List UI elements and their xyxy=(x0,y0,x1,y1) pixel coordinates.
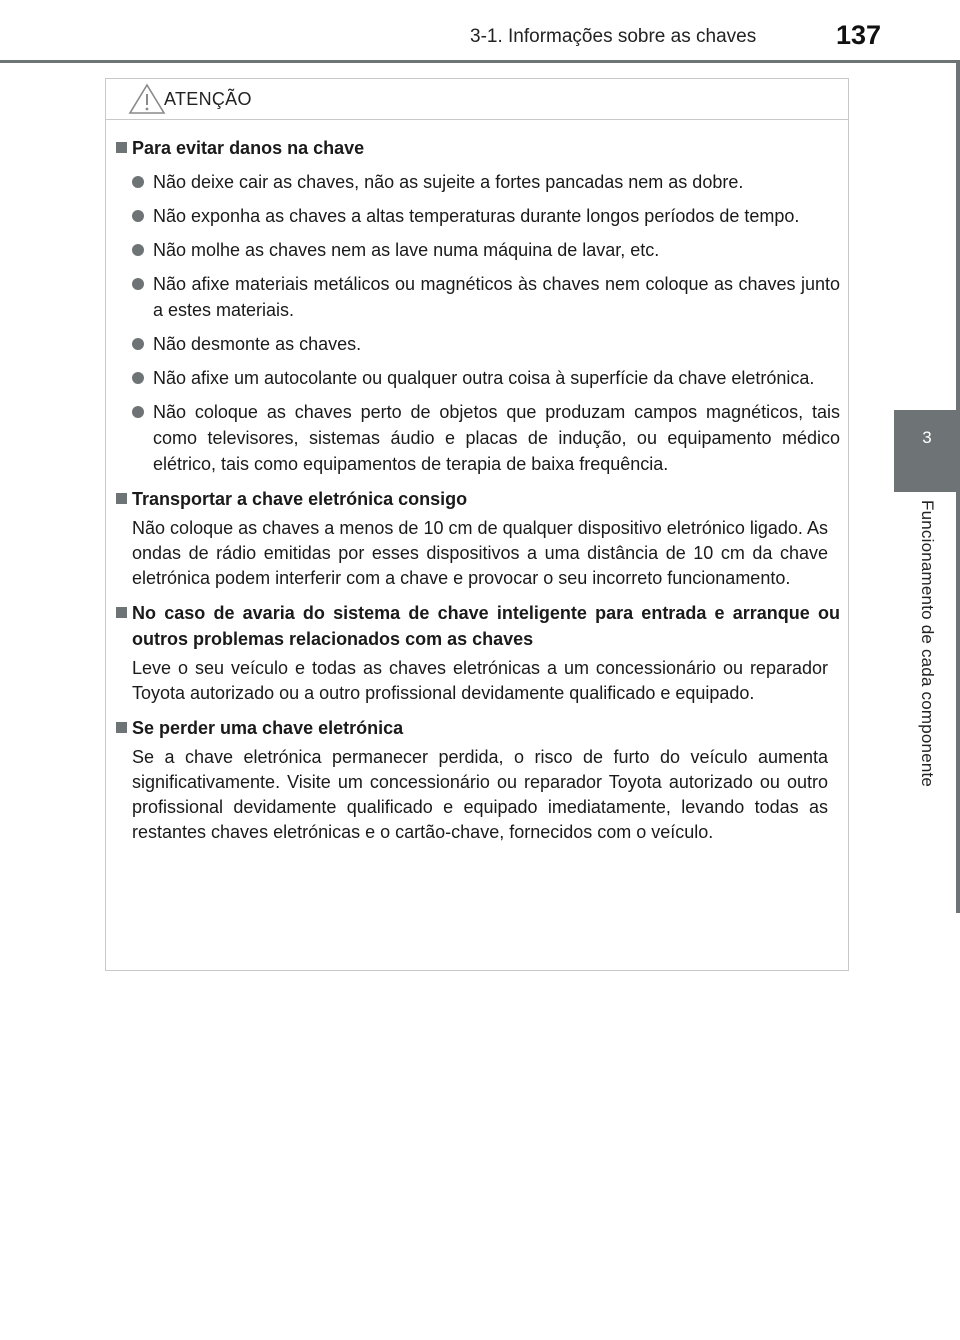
circle-bullet-icon xyxy=(132,176,144,188)
circle-bullet-icon xyxy=(132,372,144,384)
square-bullet-icon xyxy=(116,607,127,618)
circle-bullet-icon xyxy=(132,210,144,222)
section-title-text: Se perder uma chave eletrónica xyxy=(132,718,404,738)
list-item xyxy=(116,331,840,357)
list-item xyxy=(116,271,840,323)
section-title xyxy=(116,715,840,741)
section-title-text: Para evitar danos na chave xyxy=(132,138,365,158)
section-title xyxy=(116,600,840,652)
circle-bullet-icon xyxy=(132,338,144,350)
warning-box xyxy=(105,78,849,971)
section-body: Leve o seu veículo e todas as chaves eletrónicas a um concessionário ou reparador Toyota autorizado ou a outro profissional devidamente qualificado e equipado. xyxy=(132,658,828,703)
warning-label: ATENÇÃO xyxy=(164,89,252,109)
list-item xyxy=(116,399,840,477)
chapter-tab xyxy=(894,410,960,492)
list-item-text: Não desmonte as chaves. xyxy=(153,334,362,354)
list-item xyxy=(116,237,840,263)
square-bullet-icon xyxy=(116,142,127,153)
section-title xyxy=(116,486,840,512)
warning-content xyxy=(116,135,840,854)
circle-bullet-icon xyxy=(132,278,144,290)
section-malfunction xyxy=(116,600,840,706)
section-title-text: No caso de avaria do sistema de chave inteligente para entrada e arranque ou outros problemas relacionados com as chaves xyxy=(132,603,840,649)
section-avoid-damage xyxy=(116,135,840,477)
section-header-title: 3-1. Informações sobre as chaves xyxy=(470,26,757,47)
section-lost-key xyxy=(116,715,840,845)
list-item-text: Não coloque as chaves perto de objetos que produzam campos magnéticos, tais como televisores, sistemas áudio e placas de indução, ou equipamento médico elétrico, tais como equipamentos de terapia de baixa frequência. xyxy=(153,402,840,474)
list-item-text: Não molhe as chaves nem as lave numa máquina de lavar, etc. xyxy=(153,240,660,260)
list-item-text: Não deixe cair as chaves, não as sujeite a fortes pancadas nem as dobre. xyxy=(153,172,744,192)
circle-bullet-icon xyxy=(132,406,144,418)
section-body: Não coloque as chaves a menos de 10 cm de qualquer dispositivo eletrónico ligado. As ondas de rádio emitidas por esses dispositivos a uma distância de 10 cm da chave eletrónica podem interferir com a chave e provocar o seu incorreto funcionamento. xyxy=(132,518,828,588)
list-item-text: Não afixe um autocolante ou qualquer outra coisa à superfície da chave eletrónica. xyxy=(153,368,815,388)
list-item xyxy=(116,169,840,195)
list-item xyxy=(116,203,840,229)
page-number: 137 xyxy=(836,20,882,50)
chapter-number: 3 xyxy=(922,428,932,447)
list-item xyxy=(116,365,840,391)
section-title-text: Transportar a chave eletrónica consigo xyxy=(132,489,468,509)
section-body: Se a chave eletrónica permanecer perdida, o risco de furto do veículo aumenta significativamente. Visite um concessionário ou reparador Toyota autorizado ou outro profissional devidamente qualificado e equipado imediatamente, levando todas as restantes chaves eletrónicas e o cartão-chave, fornecidos com o veículo. xyxy=(132,747,828,842)
warning-triangle-icon xyxy=(128,83,166,115)
header-divider xyxy=(0,60,960,63)
list-item-text: Não afixe materiais metálicos ou magnéticos às chaves nem coloque as chaves junto a estes materiais. xyxy=(153,274,840,320)
chapter-title-vertical: Funcionamento de cada componente xyxy=(918,500,937,788)
section-carry-key xyxy=(116,486,840,591)
list-item-text: Não exponha as chaves a altas temperaturas durante longos períodos de tempo. xyxy=(153,206,800,226)
circle-bullet-icon xyxy=(132,244,144,256)
square-bullet-icon xyxy=(116,722,127,733)
warning-header xyxy=(106,79,848,120)
square-bullet-icon xyxy=(116,493,127,504)
section-title xyxy=(116,135,840,161)
